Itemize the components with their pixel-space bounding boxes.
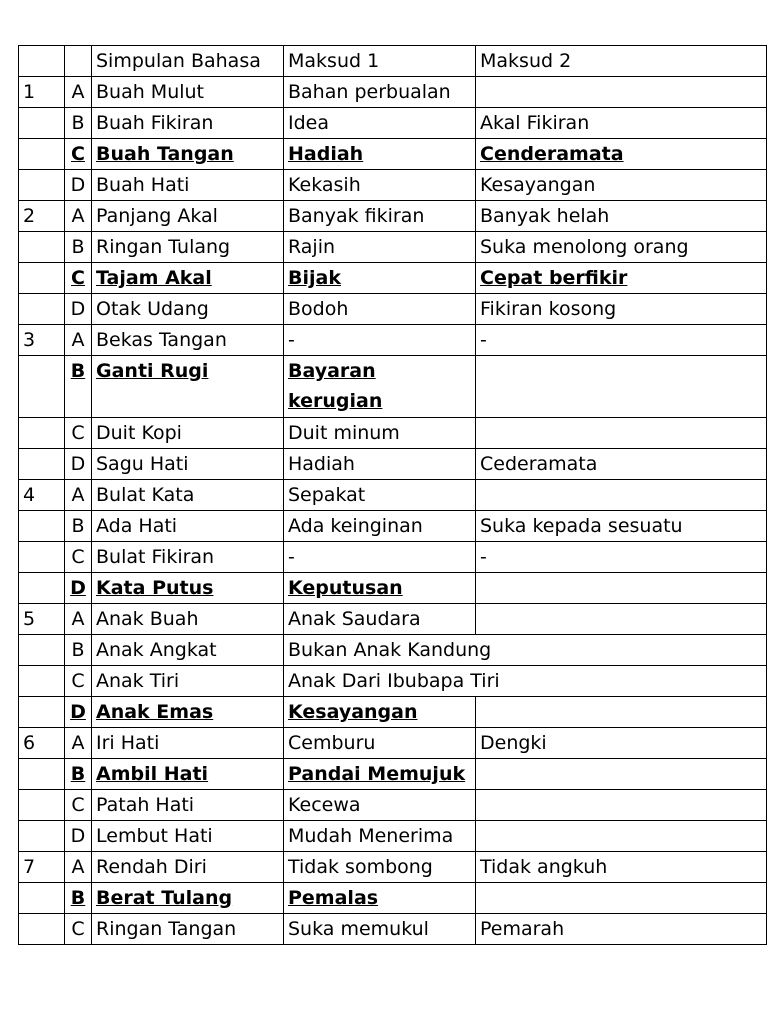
row-phrase: Rendah Diri (92, 852, 284, 883)
table-row (19, 139, 767, 170)
row-phrase: Buah Fikiran (92, 108, 284, 139)
table-row (19, 635, 767, 666)
table-row (19, 852, 767, 883)
row-number: 3 (19, 325, 65, 356)
row-number (19, 356, 65, 418)
row-phrase: Bekas Tangan (92, 325, 284, 356)
table-row (19, 573, 767, 604)
row-letter: C (65, 914, 92, 945)
row-phrase: Otak Udang (92, 294, 284, 325)
row-phrase: Patah Hati (92, 790, 284, 821)
table-row (19, 449, 767, 480)
row-maksud-1: Sepakat (284, 480, 476, 511)
row-maksud-2: Banyak helah (476, 201, 767, 232)
row-maksud-1: Rajin (284, 232, 476, 263)
row-maksud-1: Tidak sombong (284, 852, 476, 883)
row-maksud-2: Akal Fikiran (476, 108, 767, 139)
row-phrase: Anak Angkat (92, 635, 284, 666)
row-maksud-1: - (284, 542, 476, 573)
row-maksud-2: Dengki (476, 728, 767, 759)
table-row (19, 325, 767, 356)
row-number: 6 (19, 728, 65, 759)
row-phrase: Bulat Fikiran (92, 542, 284, 573)
header-num (19, 46, 65, 77)
row-letter: C (65, 542, 92, 573)
row-maksud-2 (476, 790, 767, 821)
row-maksud-2 (476, 356, 767, 418)
table-row (19, 263, 767, 294)
row-maksud-1: Anak Dari Ibubapa Tiri (284, 666, 767, 697)
header-maksud-1: Maksud 1 (284, 46, 476, 77)
table-row (19, 883, 767, 914)
row-phrase: Bulat Kata (92, 480, 284, 511)
table-row (19, 666, 767, 697)
row-maksud-1: Hadiah (284, 139, 476, 170)
row-maksud-2: Suka menolong orang (476, 232, 767, 263)
row-maksud-2 (476, 759, 767, 790)
row-maksud-2 (476, 573, 767, 604)
row-phrase: Ganti Rugi (92, 356, 284, 418)
row-letter: A (65, 325, 92, 356)
row-phrase: Buah Mulut (92, 77, 284, 108)
table-row (19, 108, 767, 139)
row-number (19, 635, 65, 666)
row-maksud-1: Cemburu (284, 728, 476, 759)
row-maksud-1: Idea (284, 108, 476, 139)
row-letter: B (65, 232, 92, 263)
row-number (19, 294, 65, 325)
row-letter: B (65, 883, 92, 914)
row-maksud-1: Ada keinginan (284, 511, 476, 542)
row-maksud-1: Hadiah (284, 449, 476, 480)
row-maksud-2: Tidak angkuh (476, 852, 767, 883)
table-row (19, 170, 767, 201)
table-row (19, 77, 767, 108)
table-row (19, 914, 767, 945)
row-maksud-1: - (284, 325, 476, 356)
simpulan-bahasa-table (18, 45, 767, 945)
row-maksud-1: Banyak fikiran (284, 201, 476, 232)
row-number: 2 (19, 201, 65, 232)
row-number (19, 883, 65, 914)
row-phrase: Anak Tiri (92, 666, 284, 697)
row-letter: C (65, 263, 92, 294)
row-number (19, 697, 65, 728)
row-phrase: Ada Hati (92, 511, 284, 542)
row-maksud-1: Kesayangan (284, 697, 476, 728)
row-number (19, 170, 65, 201)
row-maksud-2: Suka kepada sesuatu (476, 511, 767, 542)
row-letter: D (65, 170, 92, 201)
row-maksud-1: Bijak (284, 263, 476, 294)
row-number (19, 914, 65, 945)
row-letter: B (65, 108, 92, 139)
row-maksud-2: Fikiran kosong (476, 294, 767, 325)
table-row (19, 480, 767, 511)
row-maksud-2 (476, 883, 767, 914)
row-maksud-2: - (476, 325, 767, 356)
row-maksud-2: Cenderamata (476, 139, 767, 170)
row-phrase: Anak Emas (92, 697, 284, 728)
row-number: 1 (19, 77, 65, 108)
table-row (19, 728, 767, 759)
row-maksud-1: Pemalas (284, 883, 476, 914)
row-letter: D (65, 449, 92, 480)
table-row (19, 821, 767, 852)
row-phrase: Sagu Hati (92, 449, 284, 480)
table-row (19, 759, 767, 790)
row-maksud-2 (476, 821, 767, 852)
table-row (19, 511, 767, 542)
row-number (19, 108, 65, 139)
row-letter: B (65, 356, 92, 418)
row-phrase: Ringan Tulang (92, 232, 284, 263)
row-phrase: Panjang Akal (92, 201, 284, 232)
row-number (19, 666, 65, 697)
row-letter: D (65, 697, 92, 728)
table-row (19, 232, 767, 263)
row-phrase: Tajam Akal (92, 263, 284, 294)
row-maksud-2: Cepat berfikir (476, 263, 767, 294)
row-phrase: Lembut Hati (92, 821, 284, 852)
header-simpulan: Simpulan Bahasa (92, 46, 284, 77)
row-number (19, 418, 65, 449)
row-letter: B (65, 511, 92, 542)
row-number (19, 263, 65, 294)
row-letter: C (65, 666, 92, 697)
row-number (19, 511, 65, 542)
row-number (19, 232, 65, 263)
row-maksud-2 (476, 697, 767, 728)
row-letter: A (65, 604, 92, 635)
row-phrase: Buah Hati (92, 170, 284, 201)
row-maksud-1: Suka memukul (284, 914, 476, 945)
table-row (19, 697, 767, 728)
row-letter: A (65, 77, 92, 108)
row-number (19, 542, 65, 573)
table-row (19, 356, 767, 418)
row-letter: A (65, 852, 92, 883)
row-number (19, 139, 65, 170)
row-maksud-1: Mudah Menerima (284, 821, 476, 852)
row-letter: C (65, 790, 92, 821)
row-letter: D (65, 294, 92, 325)
row-number: 5 (19, 604, 65, 635)
row-letter: B (65, 759, 92, 790)
row-maksud-1: Kekasih (284, 170, 476, 201)
row-maksud-2: Cederamata (476, 449, 767, 480)
row-maksud-1: Bahan perbualan (284, 77, 476, 108)
row-letter: C (65, 418, 92, 449)
header-row (19, 46, 767, 77)
row-maksud-2 (476, 480, 767, 511)
row-letter: C (65, 139, 92, 170)
header-maksud-2: Maksud 2 (476, 46, 767, 77)
table-row (19, 790, 767, 821)
row-maksud-1: Bukan Anak Kandung (284, 635, 767, 666)
table-row (19, 542, 767, 573)
row-maksud-1: Anak Saudara (284, 604, 476, 635)
row-letter: D (65, 573, 92, 604)
row-maksud-2: Pemarah (476, 914, 767, 945)
row-maksud-1: Pandai Memujuk (284, 759, 476, 790)
row-letter: A (65, 480, 92, 511)
row-maksud-2: Kesayangan (476, 170, 767, 201)
row-maksud-2 (476, 418, 767, 449)
row-phrase: Ringan Tangan (92, 914, 284, 945)
row-phrase: Buah Tangan (92, 139, 284, 170)
row-letter: B (65, 635, 92, 666)
row-maksud-1: Duit minum (284, 418, 476, 449)
row-maksud-1: Bodoh (284, 294, 476, 325)
table-row (19, 294, 767, 325)
header-letter (65, 46, 92, 77)
row-number: 4 (19, 480, 65, 511)
row-phrase: Kata Putus (92, 573, 284, 604)
table-row (19, 604, 767, 635)
row-maksud-2: - (476, 542, 767, 573)
row-number: 7 (19, 852, 65, 883)
row-maksud-1: Bayaran kerugian (284, 356, 476, 418)
row-phrase: Iri Hati (92, 728, 284, 759)
row-number (19, 573, 65, 604)
row-letter: A (65, 201, 92, 232)
row-maksud-2 (476, 77, 767, 108)
row-phrase: Berat Tulang (92, 883, 284, 914)
table-row (19, 201, 767, 232)
row-maksud-2 (476, 604, 767, 635)
row-number (19, 449, 65, 480)
table-row (19, 418, 767, 449)
row-letter: D (65, 821, 92, 852)
row-phrase: Anak Buah (92, 604, 284, 635)
row-number (19, 821, 65, 852)
row-phrase: Duit Kopi (92, 418, 284, 449)
row-letter: A (65, 728, 92, 759)
row-number (19, 759, 65, 790)
row-number (19, 790, 65, 821)
row-phrase: Ambil Hati (92, 759, 284, 790)
row-maksud-1: Kecewa (284, 790, 476, 821)
row-maksud-1: Keputusan (284, 573, 476, 604)
